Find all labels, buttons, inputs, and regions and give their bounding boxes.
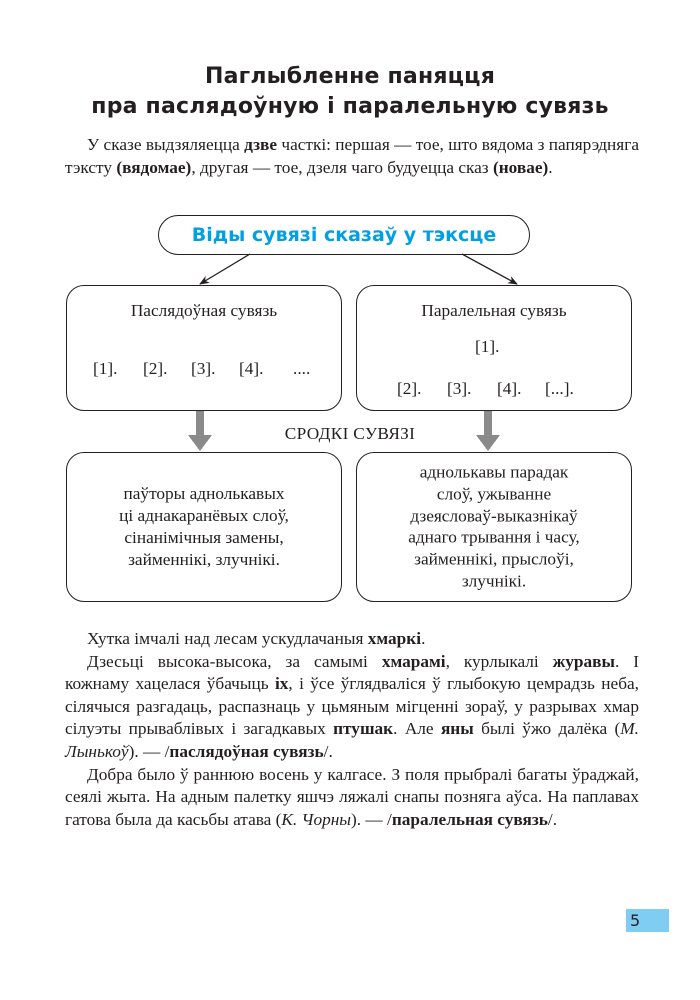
text-segment: Хутка імчалі над лесам ускудлачаныя [87, 629, 368, 648]
text-segment: У сказе выдзяляецца [87, 135, 245, 154]
text-segment: , другая — тое, дзеля чаго будуецца сказ [191, 157, 493, 177]
text-segment: Дзесьці высока-высока, за самымі [87, 651, 382, 671]
text-segment: дзве [244, 135, 278, 154]
text-line: сінанімічныя замены, [124, 528, 284, 547]
text-segment: хмаркі [367, 629, 422, 648]
text-segment: хмарамі [381, 651, 446, 671]
par-item: [3]. [447, 379, 472, 398]
arrow-to-parallel [462, 254, 517, 284]
text-segment: яны [440, 719, 474, 739]
example-paragraph [65, 764, 639, 832]
text-line: слоў, ужыванне [436, 484, 552, 504]
parallel-title: Паралельная сувязь [421, 301, 567, 320]
text-line: займеннікі, злучнікі. [128, 550, 280, 569]
text-segment: М. Лынькоў [65, 719, 639, 761]
examples-section [65, 628, 639, 831]
text-segment: былі ўжо далёка ( [473, 719, 621, 739]
text-line: паўторы аднолькавых [123, 484, 285, 503]
text-segment: журавы [552, 651, 615, 671]
arrow-to-sequential [200, 254, 250, 284]
text-segment: часткі: першая — тое, што вядома з папярэдняга тэксту [65, 135, 639, 177]
par-item: [...]. [545, 379, 574, 398]
means-of-connection-label: СРОДКІ СУВЯЗІ [284, 424, 416, 443]
page-title-line-1: Паглыбленне паняцця [204, 64, 496, 89]
text-line: дзеясловаў-выказнікаў [410, 506, 578, 526]
seq-item: .... [293, 359, 311, 378]
seq-item: [1]. [93, 359, 118, 378]
sequential-means-box [66, 452, 342, 602]
parallel-connection-box [356, 285, 632, 411]
text-line: ці аднакаранёвых слоў, [119, 506, 289, 525]
page-number-badge: 5 [626, 909, 669, 932]
parallel-means-text [357, 462, 631, 593]
text-segment: (вядомае) [116, 157, 192, 177]
text-segment: , і ўсе ўглядваліся ў глыбокую цемрадзь неба, сілячыся разгадаць, распазнаць у цьмяным мігценні зораў, у разрывах хмар сілуэты прываблівых і загадкавых [65, 674, 639, 739]
sequential-title: Паслядоўная сувязь [130, 301, 278, 320]
text-segment: паслядоўная сувязь [169, 741, 324, 761]
text-segment: . [421, 629, 426, 648]
page-title-line-2: пра паслядоўную і паралельную сувязь [91, 94, 609, 119]
seq-item: [2]. [143, 359, 168, 378]
sequential-connection-box [66, 285, 342, 411]
parallel-means-box [356, 452, 632, 602]
text-line: аднаго трывання і часу, [408, 528, 580, 547]
sequential-means-text [67, 483, 341, 571]
text-segment: /. [547, 809, 558, 829]
text-segment: . І кожнаму хацелася ўбачыць [65, 651, 639, 694]
example-paragraph [65, 628, 639, 651]
text-segment: Добра было ў раннюю восень у калгасе. З поля прыбралі багаты ўраджай, сеялі жыта. На адным палетку яшчэ ляжалі снапы позняга аўса. На паплавах гатова была да касьбы атава ( [65, 764, 639, 829]
text-segment: (новае) [492, 157, 549, 177]
text-segment: /. [323, 741, 333, 761]
seq-item: [4]. [239, 359, 264, 378]
text-segment: ). — / [351, 809, 392, 829]
par-item: [4]. [497, 379, 522, 398]
text-segment: паралельная сувязь [391, 809, 548, 829]
text-segment: К. Чорны [281, 809, 352, 829]
diagram-header: Віды сувязі сказаў у тэксце [158, 215, 530, 255]
text-segment: , курлыкалі [445, 651, 553, 671]
example-paragraph [65, 651, 639, 764]
text-segment: . [548, 157, 553, 177]
text-segment: іх [274, 674, 289, 694]
seq-item: [3]. [191, 359, 216, 378]
par-root: [1]. [475, 337, 500, 356]
text-line: займеннікі, прыслоўі, [414, 549, 574, 569]
text-segment: птушак [333, 719, 394, 739]
text-line: злучнікі. [461, 571, 527, 591]
text-line: аднолькавы парадак [419, 462, 569, 482]
par-item: [2]. [397, 379, 422, 398]
text-segment: . Але [393, 719, 441, 739]
text-segment: ). — / [128, 741, 170, 761]
